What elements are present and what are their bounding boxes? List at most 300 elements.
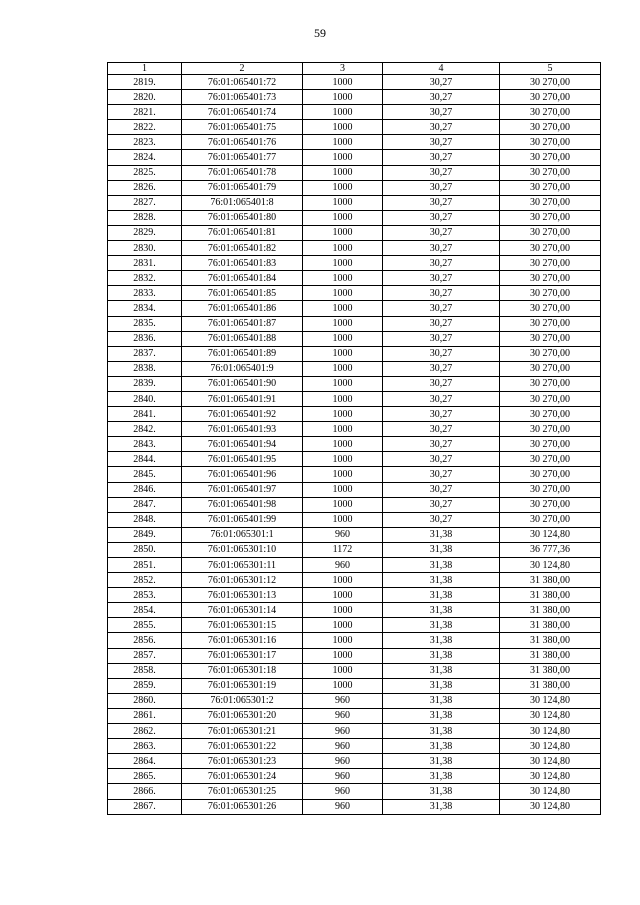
row-number-cell: 2863. xyxy=(108,739,182,754)
table-row xyxy=(108,271,601,286)
table-row xyxy=(108,376,601,391)
amount-cell: 30 270,00 xyxy=(500,316,601,331)
amount-cell: 30 270,00 xyxy=(500,75,601,90)
area-cell: 1000 xyxy=(303,467,383,482)
row-number-cell: 2865. xyxy=(108,769,182,784)
area-cell: 1000 xyxy=(303,225,383,240)
rate-cell: 31,38 xyxy=(383,573,500,588)
table-row xyxy=(108,301,601,316)
table-row xyxy=(108,90,601,105)
row-number-cell: 2848. xyxy=(108,512,182,527)
area-cell: 1000 xyxy=(303,482,383,497)
amount-cell: 30 270,00 xyxy=(500,286,601,301)
area-cell: 1000 xyxy=(303,195,383,210)
row-number-cell: 2840. xyxy=(108,391,182,406)
table-row xyxy=(108,693,601,708)
table-row xyxy=(108,497,601,512)
cadastral-number-cell: 76:01:065401:99 xyxy=(182,512,303,527)
cadastral-number-cell: 76:01:065401:98 xyxy=(182,497,303,512)
area-cell: 1000 xyxy=(303,180,383,195)
table-row xyxy=(108,754,601,769)
amount-cell: 30 270,00 xyxy=(500,256,601,271)
table-row xyxy=(108,391,601,406)
cadastral-number-cell: 76:01:065401:97 xyxy=(182,482,303,497)
cadastral-number-cell: 76:01:065301:21 xyxy=(182,724,303,739)
area-cell: 1000 xyxy=(303,271,383,286)
row-number-cell: 2846. xyxy=(108,482,182,497)
area-cell: 960 xyxy=(303,724,383,739)
amount-cell: 30 270,00 xyxy=(500,180,601,195)
amount-cell: 30 270,00 xyxy=(500,331,601,346)
amount-cell: 31 380,00 xyxy=(500,603,601,618)
row-number-cell: 2842. xyxy=(108,422,182,437)
table-row xyxy=(108,512,601,527)
column-header: 5 xyxy=(500,63,601,75)
rate-cell: 30,27 xyxy=(383,90,500,105)
rate-cell: 30,27 xyxy=(383,391,500,406)
table-body xyxy=(108,75,601,815)
table-row xyxy=(108,135,601,150)
cadastral-number-cell: 76:01:065401:92 xyxy=(182,407,303,422)
amount-cell: 30 270,00 xyxy=(500,165,601,180)
row-number-cell: 2854. xyxy=(108,603,182,618)
rate-cell: 31,38 xyxy=(383,784,500,799)
rate-cell: 31,38 xyxy=(383,708,500,723)
page-number: 59 xyxy=(314,26,326,40)
cadastral-number-cell: 76:01:065301:1 xyxy=(182,527,303,542)
rate-cell: 30,27 xyxy=(383,331,500,346)
row-number-cell: 2834. xyxy=(108,301,182,316)
amount-cell: 30 270,00 xyxy=(500,391,601,406)
table-row xyxy=(108,316,601,331)
row-number-cell: 2835. xyxy=(108,316,182,331)
amount-cell: 30 270,00 xyxy=(500,241,601,256)
amount-cell: 30 270,00 xyxy=(500,225,601,240)
row-number-cell: 2822. xyxy=(108,120,182,135)
table-row xyxy=(108,603,601,618)
cadastral-number-cell: 76:01:065401:73 xyxy=(182,90,303,105)
row-number-cell: 2860. xyxy=(108,693,182,708)
cadastral-number-cell: 76:01:065301:23 xyxy=(182,754,303,769)
area-cell: 960 xyxy=(303,527,383,542)
row-number-cell: 2850. xyxy=(108,542,182,557)
cadastral-number-cell: 76:01:065301:10 xyxy=(182,542,303,557)
amount-cell: 30 124,80 xyxy=(500,739,601,754)
area-cell: 1000 xyxy=(303,316,383,331)
amount-cell: 30 124,80 xyxy=(500,784,601,799)
table-row xyxy=(108,573,601,588)
rate-cell: 30,27 xyxy=(383,452,500,467)
rate-cell: 31,38 xyxy=(383,542,500,557)
table-row xyxy=(108,648,601,663)
table-row xyxy=(108,346,601,361)
row-number-cell: 2862. xyxy=(108,724,182,739)
rate-cell: 31,38 xyxy=(383,693,500,708)
rate-cell: 30,27 xyxy=(383,437,500,452)
area-cell: 1000 xyxy=(303,361,383,376)
area-cell: 1000 xyxy=(303,210,383,225)
amount-cell: 30 270,00 xyxy=(500,210,601,225)
cadastral-number-cell: 76:01:065401:72 xyxy=(182,75,303,90)
cadastral-number-cell: 76:01:065301:2 xyxy=(182,693,303,708)
area-cell: 1000 xyxy=(303,241,383,256)
amount-cell: 30 124,80 xyxy=(500,558,601,573)
table-row xyxy=(108,482,601,497)
area-cell: 1000 xyxy=(303,165,383,180)
table-row xyxy=(108,331,601,346)
table-row xyxy=(108,210,601,225)
area-cell: 960 xyxy=(303,799,383,814)
row-number-cell: 2829. xyxy=(108,225,182,240)
area-cell: 1000 xyxy=(303,422,383,437)
row-number-cell: 2819. xyxy=(108,75,182,90)
row-number-cell: 2859. xyxy=(108,678,182,693)
row-number-cell: 2839. xyxy=(108,376,182,391)
rate-cell: 31,38 xyxy=(383,724,500,739)
table-row xyxy=(108,422,601,437)
area-cell: 1000 xyxy=(303,105,383,120)
row-number-cell: 2828. xyxy=(108,210,182,225)
amount-cell: 30 270,00 xyxy=(500,346,601,361)
amount-cell: 30 124,80 xyxy=(500,754,601,769)
row-number-cell: 2851. xyxy=(108,558,182,573)
table-row xyxy=(108,799,601,814)
cadastral-number-cell: 76:01:065401:83 xyxy=(182,256,303,271)
table-header xyxy=(108,63,601,75)
rate-cell: 31,38 xyxy=(383,588,500,603)
amount-cell: 30 270,00 xyxy=(500,422,601,437)
cadastral-number-cell: 76:01:065301:17 xyxy=(182,648,303,663)
area-cell: 1000 xyxy=(303,603,383,618)
rate-cell: 31,38 xyxy=(383,769,500,784)
rate-cell: 30,27 xyxy=(383,271,500,286)
row-number-cell: 2861. xyxy=(108,708,182,723)
cadastral-number-cell: 76:01:065301:11 xyxy=(182,558,303,573)
area-cell: 1000 xyxy=(303,346,383,361)
row-number-cell: 2857. xyxy=(108,648,182,663)
amount-cell: 31 380,00 xyxy=(500,573,601,588)
area-cell: 960 xyxy=(303,754,383,769)
row-number-cell: 2852. xyxy=(108,573,182,588)
data-table xyxy=(107,62,601,815)
amount-cell: 30 270,00 xyxy=(500,105,601,120)
amount-cell: 30 270,00 xyxy=(500,467,601,482)
cadastral-number-cell: 76:01:065401:74 xyxy=(182,105,303,120)
cadastral-number-cell: 76:01:065401:85 xyxy=(182,286,303,301)
area-cell: 1000 xyxy=(303,391,383,406)
cadastral-number-cell: 76:01:065401:75 xyxy=(182,120,303,135)
cadastral-number-cell: 76:01:065401:80 xyxy=(182,210,303,225)
area-cell: 1000 xyxy=(303,286,383,301)
cadastral-number-cell: 76:01:065401:87 xyxy=(182,316,303,331)
cadastral-number-cell: 76:01:065401:90 xyxy=(182,376,303,391)
row-number-cell: 2836. xyxy=(108,331,182,346)
rate-cell: 30,27 xyxy=(383,422,500,437)
cadastral-number-cell: 76:01:065401:76 xyxy=(182,135,303,150)
row-number-cell: 2831. xyxy=(108,256,182,271)
amount-cell: 30 270,00 xyxy=(500,135,601,150)
table-row xyxy=(108,286,601,301)
amount-cell: 31 380,00 xyxy=(500,618,601,633)
column-header: 1 xyxy=(108,63,182,75)
row-number-cell: 2827. xyxy=(108,195,182,210)
row-number-cell: 2844. xyxy=(108,452,182,467)
table-header-row xyxy=(108,63,601,75)
rate-cell: 31,38 xyxy=(383,558,500,573)
table-row xyxy=(108,225,601,240)
row-number-cell: 2825. xyxy=(108,165,182,180)
rate-cell: 31,38 xyxy=(383,618,500,633)
area-cell: 1000 xyxy=(303,437,383,452)
amount-cell: 30 270,00 xyxy=(500,452,601,467)
cadastral-number-cell: 76:01:065401:9 xyxy=(182,361,303,376)
rate-cell: 30,27 xyxy=(383,225,500,240)
area-cell: 960 xyxy=(303,708,383,723)
area-cell: 1000 xyxy=(303,633,383,648)
cadastral-number-cell: 76:01:065401:84 xyxy=(182,271,303,286)
cadastral-number-cell: 76:01:065301:25 xyxy=(182,784,303,799)
table-row xyxy=(108,180,601,195)
amount-cell: 30 270,00 xyxy=(500,150,601,165)
area-cell: 1000 xyxy=(303,376,383,391)
amount-cell: 30 270,00 xyxy=(500,437,601,452)
amount-cell: 30 270,00 xyxy=(500,361,601,376)
amount-cell: 31 380,00 xyxy=(500,678,601,693)
amount-cell: 30 270,00 xyxy=(500,301,601,316)
cadastral-number-cell: 76:01:065401:93 xyxy=(182,422,303,437)
amount-cell: 30 270,00 xyxy=(500,497,601,512)
row-number-cell: 2833. xyxy=(108,286,182,301)
row-number-cell: 2866. xyxy=(108,784,182,799)
cadastral-number-cell: 76:01:065401:89 xyxy=(182,346,303,361)
rate-cell: 31,38 xyxy=(383,754,500,769)
cadastral-number-cell: 76:01:065301:24 xyxy=(182,769,303,784)
area-cell: 960 xyxy=(303,558,383,573)
amount-cell: 30 124,80 xyxy=(500,708,601,723)
table-row xyxy=(108,361,601,376)
rate-cell: 31,38 xyxy=(383,633,500,648)
cadastral-number-cell: 76:01:065301:12 xyxy=(182,573,303,588)
rate-cell: 30,27 xyxy=(383,195,500,210)
amount-cell: 30 124,80 xyxy=(500,527,601,542)
table-row xyxy=(108,558,601,573)
rate-cell: 30,27 xyxy=(383,497,500,512)
row-number-cell: 2867. xyxy=(108,799,182,814)
row-number-cell: 2853. xyxy=(108,588,182,603)
cadastral-number-cell: 76:01:065401:77 xyxy=(182,150,303,165)
area-cell: 1000 xyxy=(303,573,383,588)
area-cell: 1000 xyxy=(303,588,383,603)
row-number-cell: 2856. xyxy=(108,633,182,648)
rate-cell: 30,27 xyxy=(383,241,500,256)
rate-cell: 31,38 xyxy=(383,663,500,678)
area-cell: 1000 xyxy=(303,497,383,512)
table-row xyxy=(108,256,601,271)
table-row xyxy=(108,739,601,754)
cadastral-number-cell: 76:01:065301:16 xyxy=(182,633,303,648)
area-cell: 1000 xyxy=(303,678,383,693)
rate-cell: 30,27 xyxy=(383,512,500,527)
table-row xyxy=(108,437,601,452)
column-header: 3 xyxy=(303,63,383,75)
table-row xyxy=(108,769,601,784)
amount-cell: 30 270,00 xyxy=(500,120,601,135)
area-cell: 1000 xyxy=(303,301,383,316)
table-row xyxy=(108,467,601,482)
table-row xyxy=(108,105,601,120)
area-cell: 1000 xyxy=(303,663,383,678)
amount-cell: 30 270,00 xyxy=(500,271,601,286)
rate-cell: 30,27 xyxy=(383,286,500,301)
table-row xyxy=(108,633,601,648)
cadastral-number-cell: 76:01:065301:18 xyxy=(182,663,303,678)
row-number-cell: 2858. xyxy=(108,663,182,678)
area-cell: 1172 xyxy=(303,542,383,557)
area-cell: 960 xyxy=(303,693,383,708)
cadastral-number-cell: 76:01:065301:15 xyxy=(182,618,303,633)
rate-cell: 31,38 xyxy=(383,739,500,754)
rate-cell: 30,27 xyxy=(383,301,500,316)
table-row xyxy=(108,241,601,256)
rate-cell: 30,27 xyxy=(383,316,500,331)
row-number-cell: 2855. xyxy=(108,618,182,633)
cadastral-number-cell: 76:01:065401:8 xyxy=(182,195,303,210)
area-cell: 1000 xyxy=(303,512,383,527)
amount-cell: 30 270,00 xyxy=(500,482,601,497)
cadastral-number-cell: 76:01:065401:82 xyxy=(182,241,303,256)
row-number-cell: 2845. xyxy=(108,467,182,482)
rate-cell: 30,27 xyxy=(383,407,500,422)
area-cell: 1000 xyxy=(303,256,383,271)
area-cell: 1000 xyxy=(303,75,383,90)
row-number-cell: 2821. xyxy=(108,105,182,120)
amount-cell: 30 124,80 xyxy=(500,724,601,739)
area-cell: 1000 xyxy=(303,452,383,467)
cadastral-number-cell: 76:01:065401:88 xyxy=(182,331,303,346)
area-cell: 1000 xyxy=(303,331,383,346)
row-number-cell: 2864. xyxy=(108,754,182,769)
row-number-cell: 2843. xyxy=(108,437,182,452)
area-cell: 1000 xyxy=(303,150,383,165)
table-row xyxy=(108,708,601,723)
table-row xyxy=(108,150,601,165)
amount-cell: 30 124,80 xyxy=(500,799,601,814)
rate-cell: 31,38 xyxy=(383,648,500,663)
rate-cell: 30,27 xyxy=(383,256,500,271)
column-header: 4 xyxy=(383,63,500,75)
cadastral-number-cell: 76:01:065301:20 xyxy=(182,708,303,723)
amount-cell: 30 270,00 xyxy=(500,512,601,527)
row-number-cell: 2826. xyxy=(108,180,182,195)
amount-cell: 30 124,80 xyxy=(500,769,601,784)
amount-cell: 30 124,80 xyxy=(500,693,601,708)
area-cell: 1000 xyxy=(303,618,383,633)
area-cell: 1000 xyxy=(303,135,383,150)
area-cell: 1000 xyxy=(303,407,383,422)
rate-cell: 30,27 xyxy=(383,120,500,135)
row-number-cell: 2838. xyxy=(108,361,182,376)
rate-cell: 30,27 xyxy=(383,376,500,391)
table-row xyxy=(108,527,601,542)
table-row xyxy=(108,663,601,678)
table-row xyxy=(108,75,601,90)
cadastral-number-cell: 76:01:065301:14 xyxy=(182,603,303,618)
table-row xyxy=(108,724,601,739)
row-number-cell: 2830. xyxy=(108,241,182,256)
row-number-cell: 2832. xyxy=(108,271,182,286)
rate-cell: 30,27 xyxy=(383,482,500,497)
rate-cell: 30,27 xyxy=(383,135,500,150)
table-row xyxy=(108,120,601,135)
rate-cell: 30,27 xyxy=(383,150,500,165)
amount-cell: 31 380,00 xyxy=(500,588,601,603)
cadastral-number-cell: 76:01:065301:19 xyxy=(182,678,303,693)
table-row xyxy=(108,452,601,467)
rate-cell: 30,27 xyxy=(383,346,500,361)
cadastral-number-cell: 76:01:065301:22 xyxy=(182,739,303,754)
cadastral-number-cell: 76:01:065401:79 xyxy=(182,180,303,195)
area-cell: 960 xyxy=(303,739,383,754)
table-row xyxy=(108,784,601,799)
cadastral-number-cell: 76:01:065401:95 xyxy=(182,452,303,467)
table-row xyxy=(108,165,601,180)
amount-cell: 30 270,00 xyxy=(500,195,601,210)
row-number-cell: 2841. xyxy=(108,407,182,422)
area-cell: 960 xyxy=(303,769,383,784)
rate-cell: 31,38 xyxy=(383,799,500,814)
area-cell: 1000 xyxy=(303,120,383,135)
table-row xyxy=(108,195,601,210)
column-header: 2 xyxy=(182,63,303,75)
amount-cell: 31 380,00 xyxy=(500,663,601,678)
cadastral-number-cell: 76:01:065401:78 xyxy=(182,165,303,180)
rate-cell: 30,27 xyxy=(383,165,500,180)
rate-cell: 30,27 xyxy=(383,180,500,195)
amount-cell: 30 270,00 xyxy=(500,90,601,105)
amount-cell: 31 380,00 xyxy=(500,633,601,648)
amount-cell: 36 777,36 xyxy=(500,542,601,557)
area-cell: 960 xyxy=(303,784,383,799)
row-number-cell: 2824. xyxy=(108,150,182,165)
rate-cell: 31,38 xyxy=(383,678,500,693)
table-row xyxy=(108,407,601,422)
amount-cell: 30 270,00 xyxy=(500,407,601,422)
rate-cell: 30,27 xyxy=(383,210,500,225)
rate-cell: 31,38 xyxy=(383,527,500,542)
area-cell: 1000 xyxy=(303,648,383,663)
table-row xyxy=(108,588,601,603)
cadastral-number-cell: 76:01:065301:13 xyxy=(182,588,303,603)
row-number-cell: 2837. xyxy=(108,346,182,361)
table-row xyxy=(108,678,601,693)
cadastral-number-cell: 76:01:065401:96 xyxy=(182,467,303,482)
rate-cell: 31,38 xyxy=(383,603,500,618)
row-number-cell: 2823. xyxy=(108,135,182,150)
amount-cell: 30 270,00 xyxy=(500,376,601,391)
rate-cell: 30,27 xyxy=(383,467,500,482)
rate-cell: 30,27 xyxy=(383,361,500,376)
table-row xyxy=(108,542,601,557)
rate-cell: 30,27 xyxy=(383,105,500,120)
row-number-cell: 2820. xyxy=(108,90,182,105)
cadastral-number-cell: 76:01:065401:81 xyxy=(182,225,303,240)
rate-cell: 30,27 xyxy=(383,75,500,90)
row-number-cell: 2847. xyxy=(108,497,182,512)
amount-cell: 31 380,00 xyxy=(500,648,601,663)
cadastral-number-cell: 76:01:065301:26 xyxy=(182,799,303,814)
area-cell: 1000 xyxy=(303,90,383,105)
row-number-cell: 2849. xyxy=(108,527,182,542)
